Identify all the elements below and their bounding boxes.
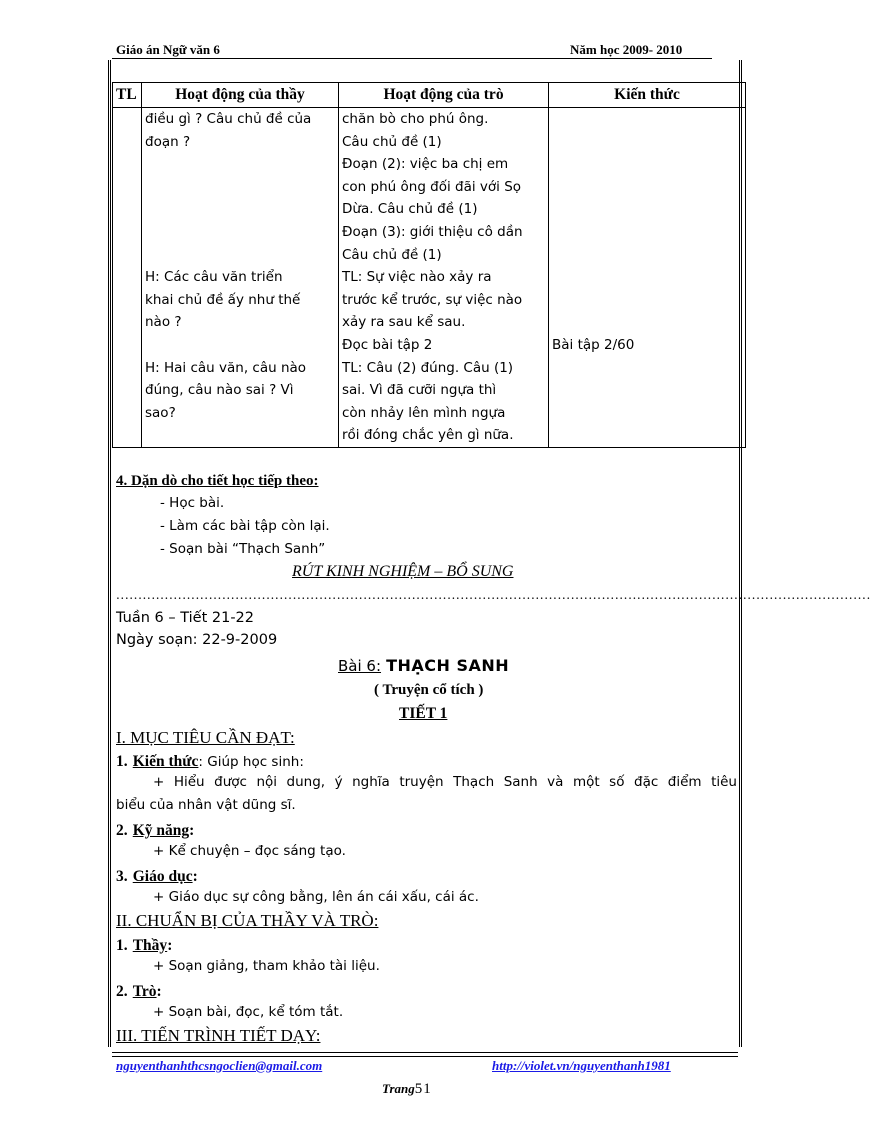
rkn-title: RÚT KINH NGHIỆM – BỔ SUNG: [292, 563, 514, 580]
prep-student-text: + Soạn bài, đọc, kể tóm tắt.: [153, 1004, 344, 1020]
student-activity-line: Câu chủ đề (1): [342, 246, 442, 263]
homework-item: - Học bài.: [160, 495, 225, 511]
homework-item: - Làm các bài tập còn lại.: [160, 518, 330, 534]
knowledge-line: [552, 357, 742, 380]
header-left: Giáo án Ngữ văn 6: [116, 42, 220, 57]
teacher-activity-line: nào ?: [145, 314, 182, 331]
student-activity-line: Đọc bài tập 2: [342, 336, 433, 353]
teacher-activity-line: [145, 424, 335, 447]
teacher-activity-line: đúng, câu nào sai ? Vì: [145, 382, 294, 399]
student-activity-line: Đoạn (3): giới thiệu cô dần: [342, 223, 523, 240]
dotted-line: ...........................................................................................................................................................................: [116, 588, 871, 602]
prep-student-line: 2. Trò:: [116, 983, 162, 1000]
knowledge-line: [552, 402, 742, 425]
knowledge-cell: [549, 108, 746, 448]
knowledge-line: [552, 153, 742, 176]
date-text: Ngày soạn: 22-9-2009: [116, 632, 278, 648]
col-header-student: Hoạt động của trò: [339, 83, 549, 108]
knowledge-line: 1. Kiến thức: Giúp học sinh:: [116, 753, 304, 770]
footer-url-link[interactable]: http://violet.vn/nguyenthanh1981: [492, 1058, 671, 1073]
knowledge-line: [552, 266, 742, 289]
footer-rule: [112, 1052, 738, 1057]
student-activity-line: rồi đóng chắc yên gì nữa.: [342, 427, 514, 444]
teacher-activity-line: H: Các câu văn triển: [145, 269, 283, 286]
teacher-activity-line: khai chủ đề ấy như thế: [145, 291, 301, 308]
skills-line: 2. Kỹ năng:: [116, 822, 195, 839]
objectives-heading: I. MỤC TIÊU CẦN ĐẠT:: [116, 728, 295, 747]
lesson-prefix: Bài 6:: [338, 657, 382, 675]
teacher-cell: [142, 108, 339, 448]
knowledge-line: [552, 311, 742, 334]
student-cell: [339, 108, 549, 448]
knowledge-line: [552, 289, 742, 312]
teacher-activity-line: [145, 176, 335, 199]
col-header-teacher: Hoạt động của thầy: [142, 83, 339, 108]
process-heading: III. TIẾN TRÌNH TIẾT DẠY:: [116, 1026, 321, 1045]
homework-title: 4. Dặn dò cho tiết học tiếp theo:: [116, 473, 319, 489]
skills-text: + Kể chuyện – đọc sáng tạo.: [153, 843, 346, 859]
education-text: + Giáo dục sự công bằng, lên án cái xấu, cái ác.: [153, 889, 479, 905]
knowledge-line: [552, 108, 742, 131]
student-activity-line: Dừa. Câu chủ đề (1): [342, 201, 478, 218]
teacher-activity-line: [145, 221, 335, 244]
student-activity-line: xảy ra sau kể sau.: [342, 314, 466, 331]
knowledge-line: [552, 176, 742, 199]
knowledge-line: [552, 424, 742, 447]
tl-cell: [113, 108, 142, 448]
teacher-activity-line: sao?: [145, 404, 176, 421]
col-header-tl: TL: [113, 83, 142, 108]
col-header-knowledge: Kiến thức: [549, 83, 746, 108]
teacher-activity-line: điều gì ? Câu chủ đề của: [145, 111, 312, 127]
knowledge-line: [552, 221, 742, 244]
prep-teacher-text: + Soạn giảng, tham khảo tài liệu.: [153, 958, 380, 974]
lesson-genre: ( Truyện cổ tích ): [374, 682, 484, 698]
knowledge-text: + Hiểu được nội dung, ý nghĩa truyện Thạch Sanh và một số đặc điểm tiêu: [153, 774, 737, 790]
table-row: [113, 108, 746, 448]
student-activity-line: Câu chủ đề (1): [342, 133, 442, 150]
table-header-row: [113, 83, 746, 108]
lesson-period: TIẾT 1: [399, 705, 448, 722]
lesson-table: [112, 82, 746, 448]
lesson-title: [338, 656, 509, 675]
education-line: 3. Giáo dục:: [116, 868, 198, 885]
teacher-activity-line: [145, 153, 335, 176]
homework-item: - Soạn bài “Thạch Sanh”: [160, 541, 326, 557]
prep-heading: II. CHUẨN BỊ CỦA THẦY VÀ TRÒ:: [116, 911, 379, 930]
knowledge-line: [552, 379, 742, 402]
student-activity-line: con phú ông đối đãi với Sọ: [342, 178, 522, 195]
knowledge-line: [552, 244, 742, 267]
footer-email-link[interactable]: nguyenthanhthcsngoclien@gmail.com: [116, 1058, 323, 1073]
teacher-activity-line: [145, 198, 335, 221]
knowledge-line: [552, 131, 742, 154]
knowledge-line: [552, 198, 742, 221]
student-activity-line: TL: Sự việc nào xảy ra: [342, 269, 492, 286]
week-text: Tuần 6 – Tiết 21-22: [116, 610, 255, 626]
teacher-activity-line: [145, 334, 335, 357]
teacher-activity-line: [145, 244, 335, 267]
teacher-activity-line: đoạn ?: [145, 133, 191, 150]
lesson-name: THẠCH SANH: [386, 656, 510, 675]
student-activity-line: sai. Vì đã cưỡi ngựa thì: [342, 382, 497, 399]
knowledge-text: biểu của nhân vật dũng sĩ.: [116, 797, 296, 813]
student-activity-line: chăn bò cho phú ông.: [342, 111, 489, 127]
header-rule: [112, 58, 712, 59]
student-activity-line: còn nhảy lên mình ngựa: [342, 404, 506, 421]
student-activity-line: Đoạn (2): việc ba chị em: [342, 156, 509, 173]
page-number: Trang51: [382, 1081, 432, 1097]
knowledge-line: Bài tập 2/60: [552, 336, 635, 353]
student-activity-line: trước kể trước, sự việc nào: [342, 291, 523, 308]
student-activity-line: TL: Câu (2) đúng. Câu (1): [342, 359, 514, 376]
prep-teacher-line: 1. Thầy:: [116, 937, 173, 954]
header-right: Năm học 2009- 2010: [570, 42, 683, 57]
teacher-activity-line: H: Hai câu văn, câu nào: [145, 359, 307, 376]
